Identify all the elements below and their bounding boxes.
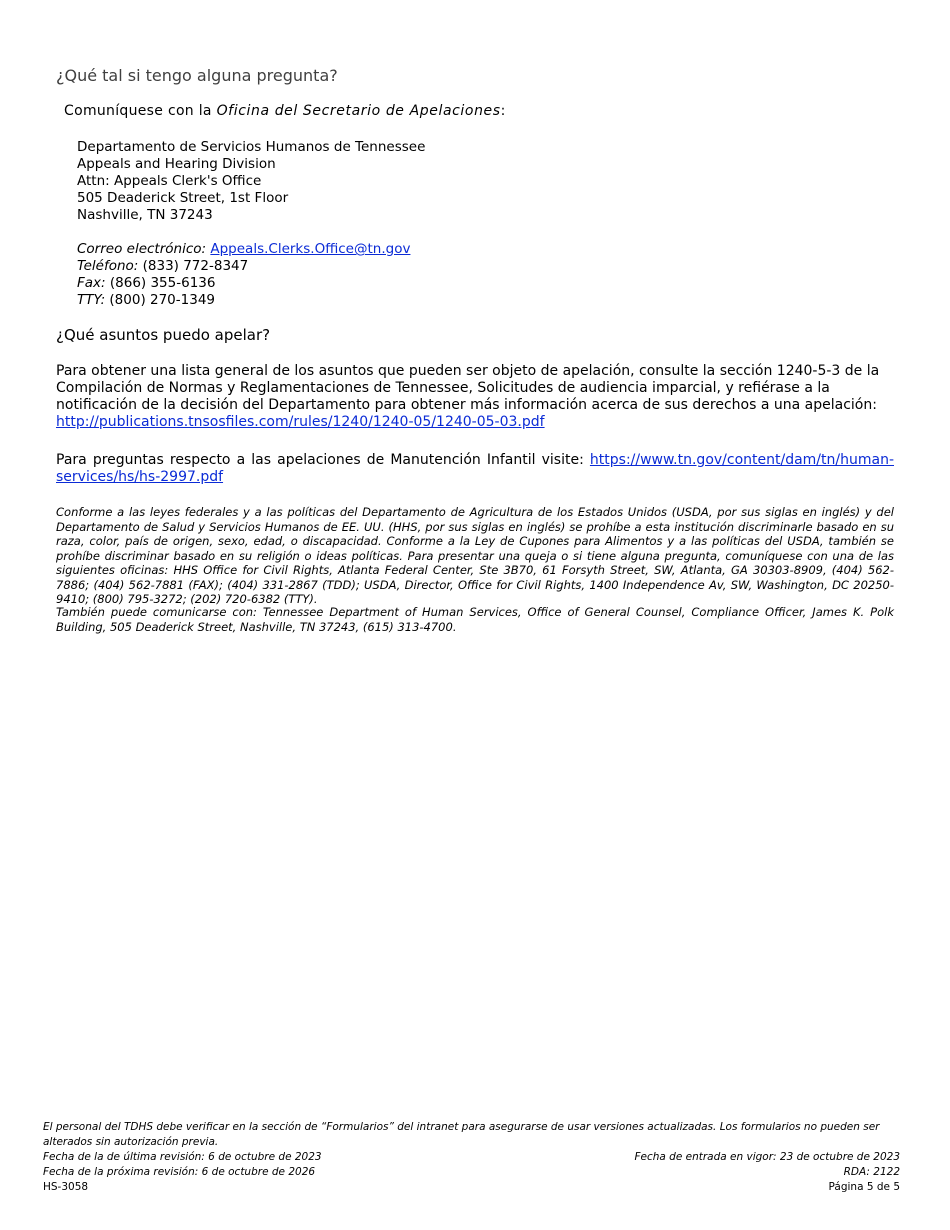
mailing-address [77,139,425,224]
form-id: HS-3058 [43,1181,89,1193]
rules-link[interactable]: http://publications.tnsosfiles.com/rules/1240/1240-05/1240-05-03.pdf [56,414,545,430]
email-label: Correo electrónico: [77,241,207,257]
paragraph-text: Para preguntas respecto a las apelaciones de Manutención Infantil visite: [56,452,590,468]
email-link[interactable]: Appeals.Clerks.Office@tn.gov [210,241,411,257]
contact-details [77,241,410,309]
office-name: Oficina del Secretario de Apelaciones [216,103,501,119]
address-line: Attn: Appeals Clerk's Office [77,173,262,189]
contact-colon: : [500,103,506,119]
heading-appeal-matters: ¿Qué asuntos puedo apelar? [56,326,271,344]
footer-row [43,1150,900,1165]
phone-row [77,258,410,275]
address-line: Departamento de Servicios Humanos de Tennessee [77,139,426,155]
email-row [77,241,410,258]
address-line: Appeals and Hearing Division [77,156,276,172]
tty-label: TTY: [77,292,106,308]
footer-row [43,1180,900,1195]
contact-line [64,103,506,119]
tty-value: (800) 270-1349 [105,292,216,308]
page-number: Página 5 de 5 [828,1181,900,1193]
fax-value: (866) 355-6136 [105,275,216,291]
paragraph-text: Para obtener una lista general de los asuntos que pueden ser objeto de apelación, consulte la sección 1240-5-3 de la Compilación de Normas y Reglamentaciones de Tennessee, Solicitudes de audiencia imparcial, y refiérase a la notificación de la decisión del Departamento para obtener más información acerca de sus derechos a una apelación: [56,363,880,413]
phone-label: Teléfono: [77,258,139,274]
effective-date: Fecha de entrada en vigor: 23 de octubre de 2023 [634,1151,900,1163]
fax-label: Fax: [77,275,106,291]
address-line: Nashville, TN 37243 [77,207,213,223]
appeal-rules-paragraph [56,363,894,431]
child-support-paragraph [56,452,894,486]
nondiscrimination-statement: Conforme a las leyes federales y a las políticas del Departamento de Agricultura de los Estados Unidos (USDA, por sus siglas en inglés) y del Departamento de Salud y Servicios Humanos de EE. UU. (HHS, por sus siglas en inglés) se prohíbe a esta institución discriminarle basado en su raza, color, país de origen, sexo, edad, o discapacidad. Conforme a la Ley de Cupones para Alimentos y a las políticas del USDA, también se prohíbe discriminar basado en su religión o ideas políticas. Para presentar una queja o si tiene alguna pregunta, comuníquese con una de las siguientes oficinas: HHS Office for Civil Rights, Atlanta Federal Center, Ste 3B70, 61 Forsyth Street, SW, Atlanta, GA 30303-8909, (404) 562-7886; (404) 562-7881 (FAX); (404) 331-2867 (TDD); USDA, Director, Office for Civil Rights, 1400 Independence Av, SW, Washington, DC 20250-9410; (800) 795-3272; (202) 720-6382 (TTY). [56,505,894,606]
child-support-link[interactable]: https://www.tn.gov/content/dam/tn/human-services/hs/hs-2997.pdf [56,452,894,485]
heading-questions: ¿Qué tal si tengo alguna pregunta? [56,66,338,85]
last-revision: Fecha de la de última revisión: 6 de octubre de 2023 [43,1151,322,1163]
footer-note: El personal del TDHS debe verificar en la sección de “Formularios” del intranet para asegurarse de usar versiones actualizadas. Los formularios no pueden ser alterados sin autorización previa. [43,1121,880,1148]
phone-value: (833) 772-8347 [138,258,249,274]
contact-intro: Comuníquese con la [64,103,217,119]
next-revision: Fecha de la próxima revisión: 6 de octubre de 2026 [43,1166,316,1178]
tty-row [77,292,410,309]
footer-row [43,1165,900,1180]
address-line: 505 Deaderick Street, 1st Floor [77,190,289,206]
rda: RDA: 2122 [843,1166,900,1178]
fax-row [77,275,410,292]
compliance-contact: También puede comunicarse con: Tennessee Department of Human Services, Office of General Counsel, Compliance Officer, James K. Polk Building, 505 Deaderick Street, Nashville, TN 37243, (615) 313-4700. [56,605,894,634]
